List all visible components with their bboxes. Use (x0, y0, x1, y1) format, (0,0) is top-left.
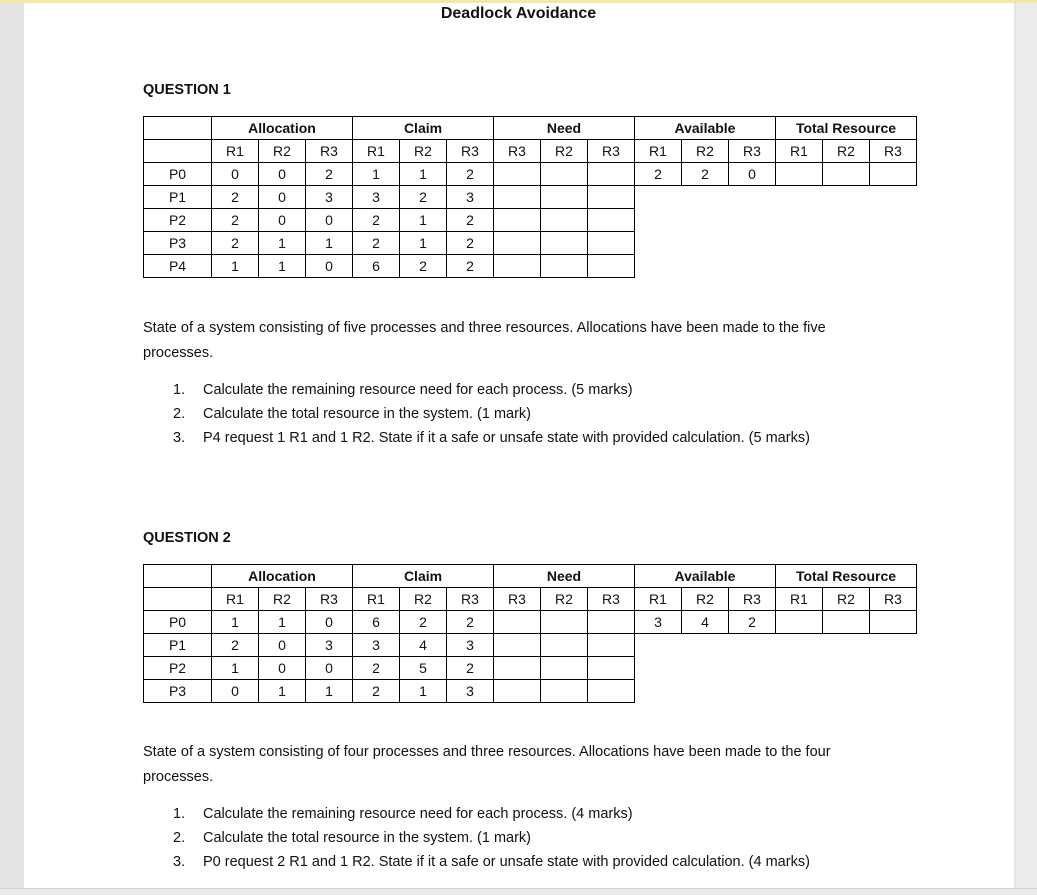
group-header: Total Resource (776, 117, 917, 140)
task-number: 3. (173, 854, 186, 870)
allocation-cell: 2 (212, 186, 259, 209)
table-row (144, 163, 917, 186)
need-cell[interactable] (494, 255, 541, 278)
task-text: P4 request 1 R1 and 1 R2. State if it a safe or unsafe state with provided calculation. (5 marks) (203, 430, 810, 446)
process-label: P0 (144, 163, 212, 186)
allocation-cell: 1 (259, 611, 306, 634)
claim-cell: 3 (447, 634, 494, 657)
need-cell[interactable] (541, 232, 588, 255)
corner-cell (144, 140, 212, 163)
claim-cell: 2 (353, 680, 400, 703)
group-header: Allocation (212, 565, 353, 588)
available-cell: 2 (729, 611, 776, 634)
group-header: Claim (353, 565, 494, 588)
table-row (144, 232, 917, 255)
resource-header: R2 (541, 140, 588, 163)
task-number: 2. (173, 406, 186, 422)
task-item (143, 802, 863, 826)
claim-cell: 5 (400, 657, 447, 680)
total-resource-cell[interactable] (870, 611, 917, 634)
question-2-tasks (143, 802, 863, 874)
process-label: P1 (144, 634, 212, 657)
need-cell[interactable] (588, 255, 635, 278)
allocation-cell: 3 (306, 186, 353, 209)
resource-header-row (144, 588, 917, 611)
question-1-table (143, 116, 917, 278)
need-cell[interactable] (494, 611, 541, 634)
need-cell[interactable] (588, 209, 635, 232)
corner-cell (144, 565, 212, 588)
corner-cell (144, 117, 212, 140)
claim-cell: 2 (447, 255, 494, 278)
task-item (143, 378, 863, 402)
table-row (144, 186, 917, 209)
table-row (144, 209, 917, 232)
allocation-cell: 1 (212, 657, 259, 680)
allocation-cell: 1 (212, 611, 259, 634)
resource-header: R1 (212, 140, 259, 163)
need-cell[interactable] (541, 680, 588, 703)
group-header: Available (635, 565, 776, 588)
vertical-scrollbar[interactable] (1016, 3, 1037, 888)
claim-cell: 1 (353, 163, 400, 186)
resource-header: R3 (447, 140, 494, 163)
claim-cell: 2 (353, 657, 400, 680)
group-header-row (144, 565, 917, 588)
need-cell[interactable] (494, 657, 541, 680)
allocation-cell: 3 (306, 634, 353, 657)
allocation-cell: 0 (259, 186, 306, 209)
claim-cell: 6 (353, 611, 400, 634)
resource-header: R1 (635, 140, 682, 163)
resource-header: R3 (870, 140, 917, 163)
process-label: P0 (144, 611, 212, 634)
task-item (143, 826, 863, 850)
available-cell: 0 (729, 163, 776, 186)
document-title: Deadlock Avoidance (440, 5, 597, 22)
group-header: Claim (353, 117, 494, 140)
allocation-cell: 0 (259, 163, 306, 186)
available-cell: 3 (635, 611, 682, 634)
question-2-description: State of a system consisting of four processes and three resources. Allocations have been made to the four processes. (143, 744, 831, 785)
process-label: P2 (144, 209, 212, 232)
claim-cell: 3 (447, 186, 494, 209)
resource-header: R3 (494, 140, 541, 163)
resource-header: R2 (682, 588, 729, 611)
need-cell[interactable] (588, 232, 635, 255)
task-item (143, 850, 863, 874)
task-number: 1. (173, 806, 186, 822)
resource-header: R2 (400, 588, 447, 611)
allocation-cell: 0 (306, 255, 353, 278)
resource-header: R1 (212, 588, 259, 611)
resource-header: R3 (306, 588, 353, 611)
need-cell[interactable] (541, 186, 588, 209)
task-text: Calculate the total resource in the system. (1 mark) (203, 830, 531, 846)
claim-cell: 3 (353, 634, 400, 657)
claim-cell: 1 (400, 209, 447, 232)
resource-header: R2 (823, 140, 870, 163)
need-cell[interactable] (541, 163, 588, 186)
claim-cell: 1 (400, 680, 447, 703)
allocation-cell: 2 (212, 209, 259, 232)
table-row (144, 680, 917, 703)
total-resource-cell[interactable] (776, 163, 823, 186)
need-cell[interactable] (541, 611, 588, 634)
allocation-cell: 2 (212, 232, 259, 255)
available-cell: 2 (682, 163, 729, 186)
question-1-heading: QUESTION 1 (143, 82, 231, 98)
claim-cell: 6 (353, 255, 400, 278)
claim-cell: 2 (447, 611, 494, 634)
table-row (144, 634, 917, 657)
resource-header: R1 (353, 588, 400, 611)
need-cell[interactable] (588, 611, 635, 634)
available-cell: 4 (682, 611, 729, 634)
claim-cell: 2 (447, 163, 494, 186)
allocation-cell: 1 (259, 255, 306, 278)
resource-header: R2 (682, 140, 729, 163)
need-cell[interactable] (588, 163, 635, 186)
need-cell[interactable] (494, 163, 541, 186)
claim-cell: 3 (447, 680, 494, 703)
need-cell[interactable] (494, 209, 541, 232)
allocation-cell: 2 (212, 634, 259, 657)
table-row (144, 611, 917, 634)
table-row (144, 255, 917, 278)
allocation-cell: 1 (306, 232, 353, 255)
allocation-cell: 0 (259, 657, 306, 680)
claim-cell: 2 (447, 657, 494, 680)
resource-header: R3 (729, 588, 776, 611)
need-cell[interactable] (494, 186, 541, 209)
resource-header: R2 (400, 140, 447, 163)
resource-header: R3 (588, 140, 635, 163)
task-item (143, 402, 863, 426)
group-header-row (144, 117, 917, 140)
corner-cell (144, 588, 212, 611)
task-text: P0 request 2 R1 and 1 R2. State if it a safe or unsafe state with provided calculation. (4 marks) (203, 854, 810, 870)
need-cell[interactable] (541, 634, 588, 657)
allocation-cell: 0 (259, 634, 306, 657)
task-number: 2. (173, 830, 186, 846)
total-resource-cell[interactable] (823, 163, 870, 186)
allocation-cell: 0 (306, 209, 353, 232)
resource-header: R2 (823, 588, 870, 611)
need-cell[interactable] (588, 186, 635, 209)
question-1-description: State of a system consisting of five processes and three resources. Allocations have been made to the five processes. (143, 320, 826, 361)
resource-header: R2 (259, 140, 306, 163)
resource-header: R1 (353, 140, 400, 163)
resource-header: R3 (306, 140, 353, 163)
allocation-cell: 0 (212, 680, 259, 703)
need-cell[interactable] (588, 657, 635, 680)
allocation-cell: 2 (306, 163, 353, 186)
group-header: Total Resource (776, 565, 917, 588)
claim-cell: 2 (400, 186, 447, 209)
process-label: P3 (144, 232, 212, 255)
need-cell[interactable] (541, 255, 588, 278)
need-cell[interactable] (494, 232, 541, 255)
process-label: P3 (144, 680, 212, 703)
allocation-cell: 0 (212, 163, 259, 186)
task-text: Calculate the remaining resource need for each process. (4 marks) (203, 806, 633, 822)
allocation-cell: 1 (306, 680, 353, 703)
claim-cell: 2 (400, 255, 447, 278)
need-cell[interactable] (588, 634, 635, 657)
group-header: Need (494, 117, 635, 140)
need-cell[interactable] (541, 657, 588, 680)
allocation-cell: 0 (306, 611, 353, 634)
resource-header: R2 (541, 588, 588, 611)
question-1-tasks (143, 378, 863, 450)
claim-cell: 1 (400, 163, 447, 186)
resource-header: R3 (494, 588, 541, 611)
claim-cell: 3 (353, 186, 400, 209)
total-resource-cell[interactable] (776, 611, 823, 634)
allocation-cell: 1 (212, 255, 259, 278)
claim-cell: 2 (447, 232, 494, 255)
need-cell[interactable] (541, 209, 588, 232)
task-number: 1. (173, 382, 186, 398)
group-header: Available (635, 117, 776, 140)
group-header: Need (494, 565, 635, 588)
total-resource-cell[interactable] (870, 163, 917, 186)
claim-cell: 1 (400, 232, 447, 255)
question-2-table (143, 564, 917, 703)
claim-cell: 4 (400, 634, 447, 657)
resource-header: R3 (729, 140, 776, 163)
claim-cell: 2 (353, 232, 400, 255)
task-number: 3. (173, 430, 186, 446)
need-cell[interactable] (494, 634, 541, 657)
resource-header: R3 (588, 588, 635, 611)
allocation-cell: 0 (259, 209, 306, 232)
allocation-cell: 1 (259, 680, 306, 703)
process-label: P1 (144, 186, 212, 209)
process-label: P2 (144, 657, 212, 680)
resource-header: R2 (259, 588, 306, 611)
resource-header: R3 (870, 588, 917, 611)
resource-header: R1 (776, 588, 823, 611)
task-text: Calculate the remaining resource need for each process. (5 marks) (203, 382, 633, 398)
total-resource-cell[interactable] (823, 611, 870, 634)
claim-cell: 2 (353, 209, 400, 232)
need-cell[interactable] (494, 680, 541, 703)
group-header: Allocation (212, 117, 353, 140)
task-item (143, 426, 863, 450)
process-label: P4 (144, 255, 212, 278)
resource-header: R1 (776, 140, 823, 163)
resource-header-row (144, 140, 917, 163)
available-cell: 2 (635, 163, 682, 186)
claim-cell: 2 (400, 611, 447, 634)
table-row (144, 657, 917, 680)
resource-header: R3 (447, 588, 494, 611)
allocation-cell: 0 (306, 657, 353, 680)
need-cell[interactable] (588, 680, 635, 703)
claim-cell: 2 (447, 209, 494, 232)
task-text: Calculate the total resource in the system. (1 mark) (203, 406, 531, 422)
question-2-heading: QUESTION 2 (143, 530, 231, 546)
allocation-cell: 1 (259, 232, 306, 255)
resource-header: R1 (635, 588, 682, 611)
